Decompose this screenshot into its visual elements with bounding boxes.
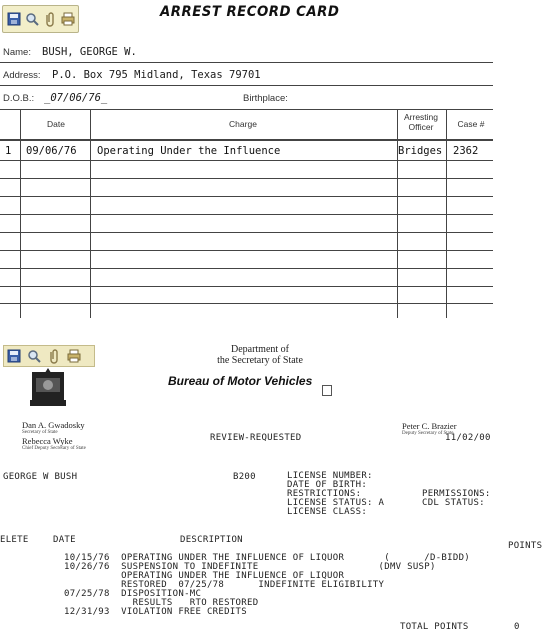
- col-case-header: Case #: [457, 119, 485, 129]
- table-col-rule: [20, 109, 21, 318]
- name-value: BUSH, GEORGE W.: [42, 46, 137, 58]
- divider: [0, 109, 493, 110]
- attach-icon[interactable]: [46, 348, 62, 364]
- dob-value: _07/06/76_: [44, 92, 108, 104]
- card-toolbar: [2, 5, 79, 33]
- total-points-label: TOTAL POINTS: [400, 622, 469, 632]
- table-col-rule: [90, 109, 91, 318]
- record-code: B200: [233, 472, 256, 482]
- table-row-rule: [0, 250, 493, 251]
- sig-left-title-1: Secretary of State: [22, 430, 58, 435]
- col-points-header: POINTS: [508, 541, 543, 551]
- table-row-rule: [0, 232, 493, 233]
- bureau-title: Bureau of Motor Vehicles: [168, 374, 313, 388]
- arrest-record-card: [0, 0, 500, 318]
- dept-line-1: Department of: [230, 344, 290, 355]
- sig-left-name-2: Rebecca Wyke: [22, 436, 73, 446]
- document-date: 11/02/00: [445, 433, 491, 443]
- print-icon[interactable]: [60, 11, 76, 27]
- row-number: 1: [5, 145, 12, 157]
- state-seal-icon: [26, 366, 70, 410]
- table-row-rule: [0, 268, 493, 269]
- save-icon[interactable]: [6, 11, 22, 27]
- save-icon[interactable]: [6, 348, 22, 364]
- table-row-rule: [0, 196, 493, 197]
- sig-right-name: Peter C. Brazier: [402, 421, 457, 431]
- department-heading: [190, 344, 330, 366]
- sig-left-name-1: Dan A. Gwadosky: [22, 420, 85, 430]
- birthplace-label: Birthplace:: [243, 93, 288, 104]
- row-case: 2362: [453, 145, 479, 157]
- card-title: ARREST RECORD CARD: [160, 4, 340, 20]
- col-delete-header: ELETE: [0, 535, 29, 545]
- permissions-info: PERMISSIONS: CDL STATUS:: [422, 489, 491, 508]
- divider: [0, 62, 493, 63]
- sig-right-title: Deputy Secretary of State: [402, 431, 454, 436]
- driver-name: GEORGE W BUSH: [3, 472, 78, 482]
- attach-icon[interactable]: [42, 11, 58, 27]
- total-points-value: 0: [514, 622, 520, 632]
- table-col-rule: [397, 109, 398, 318]
- col-officer-header: Arresting Officer: [403, 112, 438, 132]
- table-header-rule: [0, 139, 493, 141]
- table-col-rule: [446, 109, 447, 318]
- table-row-rule: [0, 214, 493, 215]
- search-icon[interactable]: [24, 11, 40, 27]
- row-date: 09/06/76: [26, 145, 77, 157]
- dept-line-2: the Secretary of State: [217, 355, 303, 366]
- review-status: REVIEW-REQUESTED: [210, 433, 302, 443]
- col-date-header: Date: [47, 119, 65, 129]
- dob-label: D.O.B.:: [3, 93, 35, 104]
- cursor-icon: [322, 385, 332, 396]
- table-row-rule: [0, 178, 493, 179]
- doc-toolbar: [3, 345, 95, 367]
- col-date-header: DATE: [53, 535, 76, 545]
- row-charge: Operating Under the Influence: [97, 145, 281, 157]
- search-icon[interactable]: [26, 348, 42, 364]
- table-row-rule: [0, 286, 493, 287]
- col-charge-header: Charge: [229, 119, 257, 129]
- license-info: LICENSE NUMBER: DATE OF BIRTH: RESTRICTIONS: LICENSE STATUS: A LICENSE CLASS:: [287, 471, 385, 517]
- sig-left-title-2: Chief Deputy Secretary of State: [22, 446, 86, 451]
- address-value: P.O. Box 795 Midland, Texas 79701: [52, 69, 261, 81]
- name-label: Name:: [3, 47, 31, 58]
- divider: [0, 85, 493, 86]
- violation-entries: 10/15/76 OPERATING UNDER THE INFLUENCE OF LIQUOR ( /D-BIDD) 10/26/76 SUSPENSION TO INDEFINITE (DMV SUSP) OPERATING UNDER THE INFLUENCE OF LIQUOR RESTORED 07/25/78 INDEFINITE ELIGIBILITY 07/25/78 DISPOSITION-MC RESULTS RTO RESTORED 12/31/93 VIOLATION FREE CREDITS: [64, 553, 471, 617]
- bmv-document: [0, 340, 553, 635]
- row-officer: Bridges: [398, 145, 443, 157]
- table-row-rule: [0, 160, 493, 161]
- address-label: Address:: [3, 70, 41, 81]
- print-icon[interactable]: [66, 348, 82, 364]
- col-description-header: DESCRIPTION: [180, 535, 243, 545]
- table-row-rule: [0, 303, 493, 304]
